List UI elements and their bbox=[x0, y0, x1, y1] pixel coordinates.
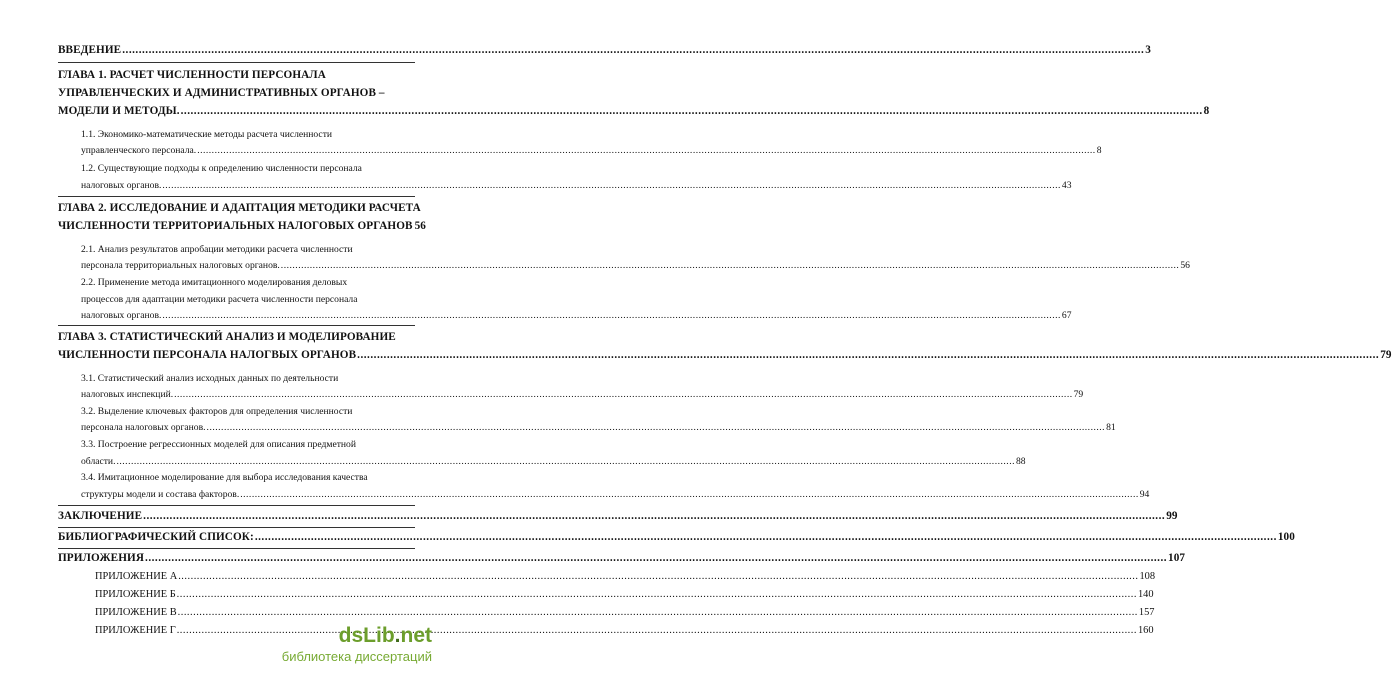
toc-page-number: 88 bbox=[1015, 456, 1026, 467]
dot-leader bbox=[178, 607, 1138, 618]
dot-leader bbox=[174, 389, 1073, 400]
toc-section-title: персонала налоговых органов. bbox=[81, 422, 206, 433]
divider bbox=[58, 62, 415, 63]
toc-section-3-2-line2[interactable] bbox=[81, 422, 1116, 433]
toc-appendix-v[interactable] bbox=[95, 607, 1155, 618]
toc-page-number: 56 bbox=[1180, 260, 1190, 271]
toc-section-title: налоговых органов. bbox=[81, 310, 162, 321]
toc-page-number: 67 bbox=[1061, 310, 1072, 321]
toc-page-number: 79 bbox=[1073, 389, 1084, 400]
toc-page-number: 100 bbox=[1277, 531, 1295, 543]
toc-page-number: 108 bbox=[1139, 571, 1156, 582]
toc-section-2-2-line1[interactable] bbox=[81, 277, 415, 288]
toc-chapter3-title-line1[interactable] bbox=[58, 331, 415, 343]
toc-section-title: управленческого персонала. bbox=[81, 145, 197, 156]
toc-section-title: 1.1. Экономико-математические методы расчета численности bbox=[81, 129, 333, 140]
toc-page-number: 56 bbox=[414, 220, 426, 232]
dot-leader bbox=[255, 531, 1277, 543]
toc-page-number: 107 bbox=[1168, 552, 1186, 564]
toc-section-3-1-line2[interactable] bbox=[81, 389, 1084, 400]
dot-leader bbox=[281, 260, 1180, 271]
toc-chapter3-title-line2[interactable] bbox=[58, 349, 1392, 361]
toc-chapter1-title-line3[interactable] bbox=[58, 105, 1210, 117]
toc-title: ГЛАВА 2. ИССЛЕДОВАНИЕ И АДАПТАЦИЯ МЕТОДИКИ РАСЧЕТА bbox=[58, 202, 421, 214]
logo-suffix: net bbox=[400, 624, 432, 647]
toc-chapter1-title-line1[interactable] bbox=[58, 69, 415, 81]
toc-page-number: 140 bbox=[1137, 589, 1154, 600]
divider bbox=[58, 325, 415, 326]
dslib-watermark bbox=[282, 625, 432, 664]
toc-section-2-2-line3[interactable] bbox=[81, 310, 1072, 321]
watermark-caption: библиотека диссертаций bbox=[281, 649, 432, 664]
toc-section-2-1-line2[interactable] bbox=[81, 260, 1190, 271]
dot-leader bbox=[178, 571, 1138, 582]
divider bbox=[58, 527, 415, 528]
toc-title: УПРАВЛЕНЧЕСКИХ И АДМИНИСТРАТИВНЫХ ОРГАНОВ – bbox=[58, 87, 385, 99]
toc-page-number: 79 bbox=[1380, 349, 1392, 361]
toc-title: МОДЕЛИ И МЕТОДЫ. bbox=[58, 105, 180, 117]
dot-leader bbox=[116, 456, 1015, 467]
toc-section-title: 1.2. Существующие подходы к определению численности персонала bbox=[81, 163, 362, 174]
toc-section-2-1-line1[interactable] bbox=[81, 244, 415, 255]
toc-appendix-label: ПРИЛОЖЕНИЕ Г bbox=[95, 625, 176, 636]
toc-page-number: 43 bbox=[1061, 180, 1072, 191]
toc-section-3-3-line2[interactable] bbox=[81, 456, 1026, 467]
dot-leader bbox=[143, 510, 1165, 522]
toc-appendix-label: ПРИЛОЖЕНИЕ В bbox=[95, 607, 177, 618]
toc-section-title: 3.3. Построение регрессионных моделей для описания предметной bbox=[81, 439, 356, 450]
toc-page-number: 3 bbox=[1145, 44, 1151, 56]
toc-page-number: 160 bbox=[1137, 625, 1154, 636]
toc-chapter2-title-line1[interactable] bbox=[58, 202, 421, 214]
toc-section-title: налоговых инспекций. bbox=[81, 389, 174, 400]
divider bbox=[58, 196, 415, 197]
toc-title: ГЛАВА 3. СТАТИСТИЧЕСКИЙ АНАЛИЗ И МОДЕЛИРОВАНИЕ bbox=[58, 331, 396, 343]
dot-leader bbox=[177, 589, 1137, 600]
toc-title: ЗАКЛЮЧЕНИЕ bbox=[58, 510, 143, 522]
toc-title: ГЛАВА 1. РАСЧЕТ ЧИСЛЕННОСТИ ПЕРСОНАЛА bbox=[58, 69, 326, 81]
toc-appendix-a[interactable] bbox=[95, 571, 1156, 582]
divider bbox=[58, 505, 415, 506]
dot-leader bbox=[240, 489, 1139, 500]
toc-section-1-2-line2[interactable] bbox=[81, 180, 1072, 191]
toc-section-title: 3.1. Статистический анализ исходных данных по деятельности bbox=[81, 373, 339, 384]
toc-page-number: 8 bbox=[1203, 105, 1210, 117]
toc-section-2-2-line2[interactable] bbox=[81, 294, 415, 305]
dot-leader bbox=[181, 105, 1203, 117]
toc-page-number: 94 bbox=[1139, 489, 1150, 500]
toc-appendix-label: ПРИЛОЖЕНИЕ А bbox=[95, 571, 178, 582]
dot-leader bbox=[145, 552, 1167, 564]
toc-chapter2-title-line2[interactable] bbox=[58, 220, 426, 232]
toc-title: ЧИСЛЕННОСТИ ПЕРСОНАЛА НАЛОГВЫХ ОРГАНОВ bbox=[58, 349, 357, 361]
toc-section-3-3-line1[interactable] bbox=[81, 439, 415, 450]
toc-entry-conclusion[interactable] bbox=[58, 510, 1178, 522]
toc-entry-appendices[interactable] bbox=[58, 552, 1186, 564]
toc-page-number: 8 bbox=[1096, 145, 1102, 156]
dot-leader bbox=[207, 422, 1106, 433]
toc-section-3-4-line1[interactable] bbox=[81, 472, 415, 483]
dot-leader bbox=[357, 349, 1379, 361]
toc-title: БИБЛИОГРАФИЧЕСКИЙ СПИСОК: bbox=[58, 531, 254, 543]
toc-section-3-2-line1[interactable] bbox=[81, 406, 415, 417]
toc-page-number: 157 bbox=[1138, 607, 1155, 618]
toc-title: ВВЕДЕНИЕ bbox=[58, 44, 122, 56]
toc-section-title: 2.2. Применение метода имитационного моделирования деловых bbox=[81, 277, 348, 288]
toc-section-1-1-line2[interactable] bbox=[81, 145, 1102, 156]
toc-section-title: структуры модели и состава факторов. bbox=[81, 489, 240, 500]
toc-section-3-1-line1[interactable] bbox=[81, 373, 415, 384]
toc-section-1-2-line1[interactable] bbox=[81, 163, 415, 174]
toc-section-title: налоговых органов. bbox=[81, 180, 162, 191]
toc-entry-intro[interactable] bbox=[58, 44, 1151, 56]
dot-leader bbox=[162, 310, 1061, 321]
toc-title: ЧИСЛЕННОСТИ ТЕРРИТОРИАЛЬНЫХ НАЛОГОВЫХ ОРГАНОВ bbox=[58, 220, 413, 232]
logo-prefix: dsLib bbox=[338, 624, 395, 647]
toc-section-1-1-line1[interactable] bbox=[81, 129, 415, 140]
dot-leader bbox=[122, 44, 1144, 56]
toc-section-title: 2.1. Анализ результатов апробации методики расчета численности bbox=[81, 244, 353, 255]
toc-appendix-b[interactable] bbox=[95, 589, 1154, 600]
toc-section-title: 3.4. Имитационное моделирование для выбора исследования качества bbox=[81, 472, 368, 483]
toc-section-3-4-line2[interactable] bbox=[81, 489, 1150, 500]
toc-section-title: персонала территориальных налоговых органов. bbox=[81, 260, 280, 271]
toc-page-number: 81 bbox=[1106, 422, 1116, 433]
toc-appendix-label: ПРИЛОЖЕНИЕ Б bbox=[95, 589, 176, 600]
toc-section-title: области. bbox=[81, 456, 116, 467]
toc-page-number: 99 bbox=[1166, 510, 1178, 522]
toc-section-title: процессов для адаптации методики расчета численности персонала bbox=[81, 294, 358, 305]
dot-leader bbox=[197, 145, 1096, 156]
toc-section-title: 3.2. Выделение ключевых факторов для определения численности bbox=[81, 406, 353, 417]
dslib-logo bbox=[282, 625, 432, 647]
logo-dot: . bbox=[394, 624, 401, 647]
toc-chapter1-title-line2[interactable] bbox=[58, 87, 415, 99]
toc-entry-bibliography[interactable] bbox=[58, 531, 1295, 543]
toc-title: ПРИЛОЖЕНИЯ bbox=[58, 552, 145, 564]
dot-leader bbox=[162, 180, 1061, 191]
divider bbox=[58, 548, 415, 549]
